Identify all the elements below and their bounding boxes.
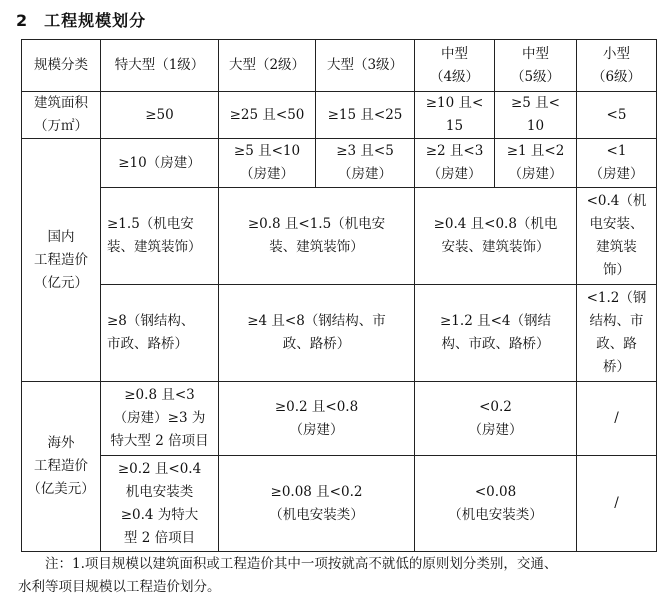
table-cell: ≥0.8 且<1.5（机电安 装、建筑装饰） (219, 188, 415, 285)
table-cell: ≥5 且<10 （房建） (219, 139, 316, 188)
table-cell: ≥1.2 且<4（钢结 构、市政、路桥） (415, 285, 577, 382)
section-number: 2 (16, 11, 29, 30)
table-cell: <1.2（钢 结构、市 政、路 桥） (577, 285, 657, 382)
table-cell: / (577, 456, 657, 552)
table-cell: ≥50 (101, 92, 219, 139)
table-cell: ≥2 且<3 （房建） (415, 139, 495, 188)
table-cell: <0.2 （房建） (415, 382, 577, 456)
header-cell: 大型（3级） (316, 40, 415, 92)
table-cell: ≥1.5（机电安 装、建筑装饰） (101, 188, 219, 285)
section-heading (16, 8, 146, 31)
overseas-label: 海外 工程造价 （亿美元） (22, 382, 101, 552)
table-cell: ≥8（钢结构、 市政、路桥） (101, 285, 219, 382)
header-cell: 规模分类 (22, 40, 101, 92)
table-cell: ≥10（房建） (101, 139, 219, 188)
table-cell: ≥3 且<5 （房建） (316, 139, 415, 188)
overseas-building-row (22, 382, 657, 456)
header-cell: 小型 （6级） (577, 40, 657, 92)
table-cell: <1 （房建） (577, 139, 657, 188)
table-cell: ≥0.8 且<3 （房建）≥3 为 特大型 2 倍项目 (101, 382, 219, 456)
header-cell: 中型 （5级） (495, 40, 577, 92)
table-cell: ≥4 且<8（钢结构、市 政、路桥） (219, 285, 415, 382)
table-note: 注：1.项目规模以建筑面积或工程造价其中一项按就高不就低的原则划分类别，交通、 水利等项目规模以工程造价划分。 (18, 556, 558, 595)
table-cell: ≥15 且<25 (316, 92, 415, 139)
table-cell: ≥1 且<2 （房建） (495, 139, 577, 188)
area-label: 建筑面积 （万㎡） (22, 92, 101, 139)
table-cell: ≥0.2 且<0.8 （房建） (219, 382, 415, 456)
table-cell: <5 (577, 92, 657, 139)
table-cell: ≥10 且< 15 (415, 92, 495, 139)
scale-table (21, 39, 657, 552)
section-title: 工程规模划分 (44, 11, 147, 30)
domestic-mep-row (22, 188, 657, 285)
header-cell: 特大型（1级） (101, 40, 219, 92)
overseas-mep-row (22, 456, 657, 552)
domestic-steel-row (22, 285, 657, 382)
table-cell: ≥0.08 且<0.2 （机电安装类） (219, 456, 415, 552)
table-cell: ≥0.2 且<0.4 机电安装类 ≥0.4 为特大 型 2 倍项目 (101, 456, 219, 552)
area-row (22, 92, 657, 139)
table-cell: ≥5 且< 10 (495, 92, 577, 139)
table-cell: ≥25 且<50 (219, 92, 316, 139)
header-cell: 大型（2级） (219, 40, 316, 92)
domestic-building-row (22, 139, 657, 188)
header-row (22, 40, 657, 92)
table-cell: <0.08 （机电安装类） (415, 456, 577, 552)
table-cell: <0.4（机 电安装、 建筑装 饰） (577, 188, 657, 285)
header-cell: 中型 （4级） (415, 40, 495, 92)
table-cell: / (577, 382, 657, 456)
table-cell: ≥0.4 且<0.8（机电 安装、建筑装饰） (415, 188, 577, 285)
domestic-label: 国内 工程造价 （亿元） (22, 139, 101, 382)
